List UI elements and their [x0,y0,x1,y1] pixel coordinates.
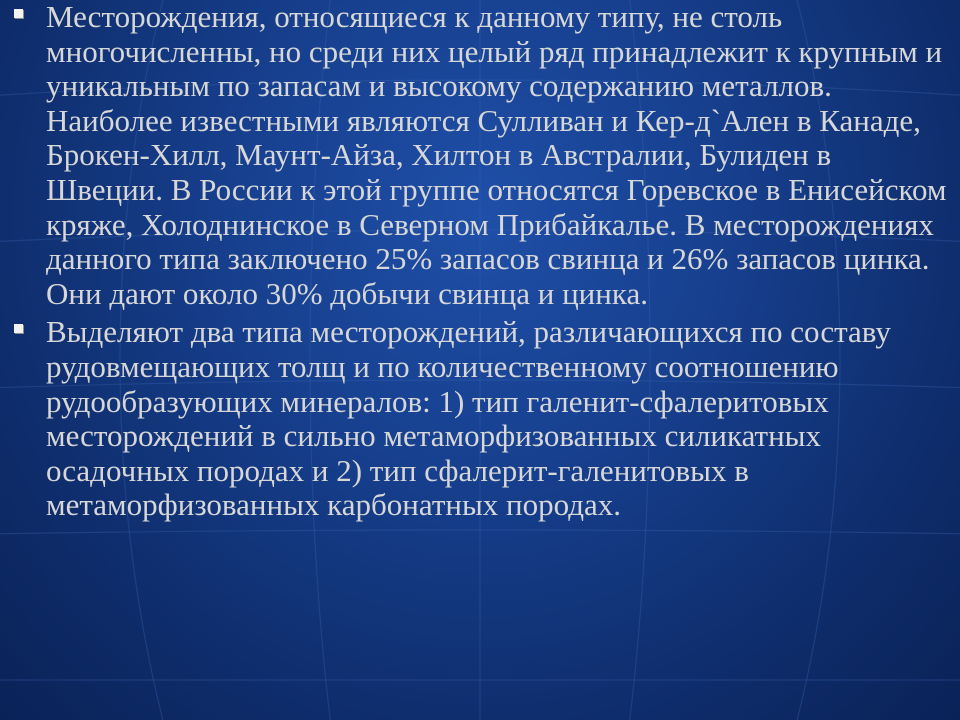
bullet-text: Выделяют два типа месторождений, различающихся по составу рудовмещающих толщ и по количественному соотношению рудообразующих минералов: 1) тип галенит-сфалеритовых месторождений в сильно метаморфизованных силикатных осадочных породах и 2) тип сфалерит-галенитовых в метаморфизованных карбонатных породах. [46,314,891,523]
slide-body [10,0,950,523]
square-bullet-icon [14,324,23,333]
bullet-item-deposit-types [10,315,950,523]
square-bullet-icon [14,9,23,18]
bullet-text: Месторождения, относящиеся к данному типу, не столь многочисленны, но среди них целый ряд принадлежит к крупным и уникальным по запасам и высокому содержанию металлов. Наиболее известными являются Сулливан и Кер-д`Ален в Канаде, Брокен-Хилл, Маунт-Айза, Хилтон в Австралии, Булиден в Швеции. В России к этой группе относятся Горевское в Енисейском кряже, Холоднинское в Северном Прибайкалье. В месторождениях данного типа заключено 25% запасов свинца и 26% запасов цинка. Они дают около 30% добычи свинца и цинка. [46,0,947,311]
bullet-item-deposits-overview [10,0,950,311]
